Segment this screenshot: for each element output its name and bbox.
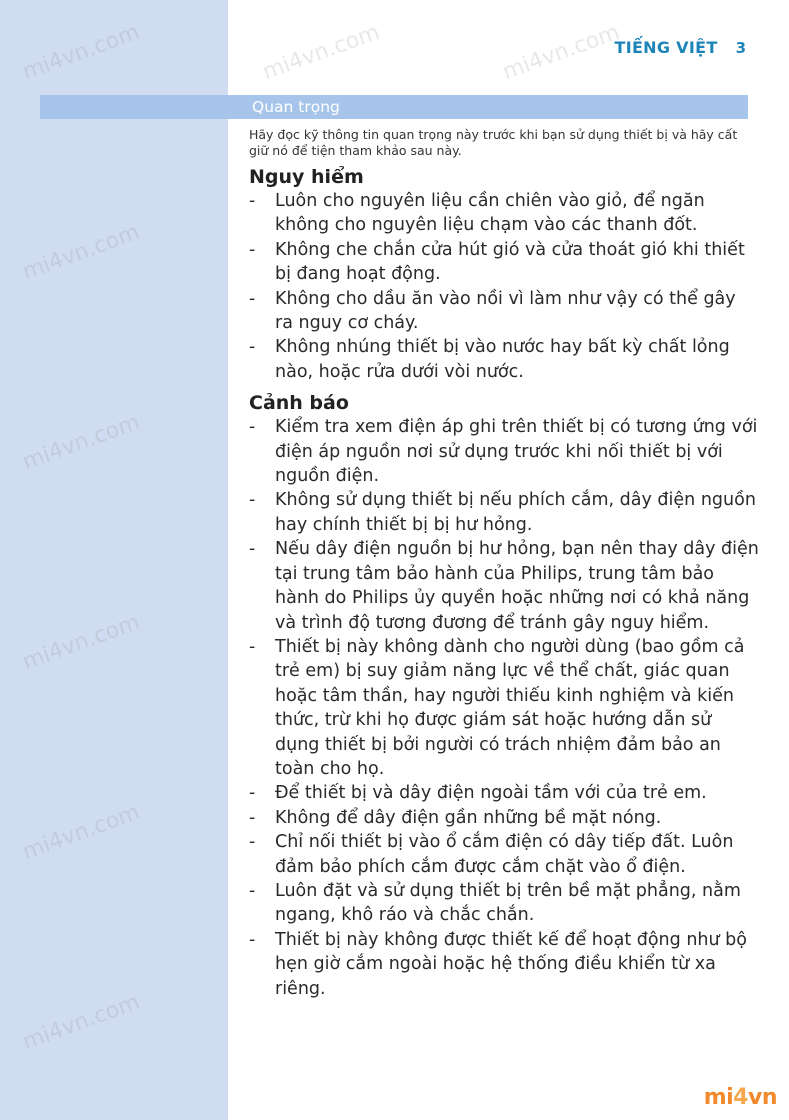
list-item: - Không nhúng thiết bị vào nước hay bất kỳ chất lỏng nào, hoặc rửa dưới vòi nước. xyxy=(249,335,759,384)
danger-heading: Nguy hiểm xyxy=(249,166,364,188)
list-item: - Để thiết bị và dây điện ngoài tầm với của trẻ em. xyxy=(249,781,759,805)
watermark: mi4vn.com xyxy=(499,19,624,86)
watermark: mi4vn.com xyxy=(259,19,384,86)
left-sidebar-band xyxy=(0,0,228,1120)
intro-paragraph: Hãy đọc kỹ thông tin quan trọng này trước khi bạn sử dụng thiết bị và hãy cất giữ nó để tiện tham khảo sau này. xyxy=(249,127,738,158)
logo-text-mi: mi xyxy=(703,1085,734,1110)
page-number: 3 xyxy=(735,38,746,57)
watermark: mi4vn.com xyxy=(19,989,144,1056)
section-title-bar xyxy=(40,95,748,119)
list-item: - Kiểm tra xem điện áp ghi trên thiết bị có tương ứng với điện áp nguồn nơi sử dụng trước khi nối thiết bị với nguồn điện. xyxy=(249,415,759,488)
mi4vn-logo xyxy=(704,1085,777,1110)
list-item: - Thiết bị này không dành cho người dùng (bao gồm cả trẻ em) bị suy giảm năng lực về thể chất, giác quan hoặc tâm thần, hay người thiếu kinh nghiệm và kiến thức, trừ khi họ được giám sát hoặc hướng dẫn sử dụng thiết bị bởi người có trách nhiệm đảm bảo an toàn cho họ. xyxy=(249,635,759,781)
section-title: Quan trọng xyxy=(252,98,340,116)
watermark: mi4vn.com xyxy=(19,409,144,476)
main-content xyxy=(249,127,759,1001)
danger-list xyxy=(249,189,759,384)
watermark: mi4vn.com xyxy=(19,799,144,866)
logo-text-vn: vn xyxy=(747,1085,777,1110)
list-item: - Thiết bị này không được thiết kế để hoạt động như bộ hẹn giờ cắm ngoài hoặc hệ thống điều khiển từ xa riêng. xyxy=(249,928,759,1001)
page-header xyxy=(614,38,746,57)
list-item: - Không che chắn cửa hút gió và cửa thoát gió khi thiết bị đang hoạt động. xyxy=(249,238,759,287)
list-item: - Không sử dụng thiết bị nếu phích cắm, dây điện nguồn hay chính thiết bị bị hư hỏng. xyxy=(249,488,759,537)
list-item: - Không cho dầu ăn vào nồi vì làm như vậy có thể gây ra nguy cơ cháy. xyxy=(249,287,759,336)
list-item: - Không để dây điện gần những bề mặt nóng. xyxy=(249,806,759,830)
watermark: mi4vn.com xyxy=(19,219,144,286)
watermark: mi4vn.com xyxy=(19,19,144,86)
warning-list xyxy=(249,415,759,1001)
language-label: TIẾNG VIỆT xyxy=(614,38,718,57)
watermark: mi4vn.com xyxy=(19,609,144,676)
warning-section xyxy=(249,392,759,1001)
list-item: - Chỉ nối thiết bị vào ổ cắm điện có dây tiếp đất. Luôn đảm bảo phích cắm được cắm chặt vào ổ điện. xyxy=(249,830,759,879)
warning-heading: Cảnh báo xyxy=(249,392,349,415)
logo-text-4: 4 xyxy=(733,1085,748,1110)
danger-section xyxy=(249,166,759,384)
list-item: - Nếu dây điện nguồn bị hư hỏng, bạn nên thay dây điện tại trung tâm bảo hành của Philips, trung tâm bảo hành do Philips ủy quyền hoặc những nơi có khả năng và trình độ tương đương để tránh gây nguy hiểm. xyxy=(249,537,759,635)
list-item: - Luôn đặt và sử dụng thiết bị trên bề mặt phẳng, nằm ngang, khô ráo và chắc chắn. xyxy=(249,879,759,928)
list-item: - Luôn cho nguyên liệu cần chiên vào giỏ, để ngăn không cho nguyên liệu chạm vào các thanh đốt. xyxy=(249,189,759,238)
